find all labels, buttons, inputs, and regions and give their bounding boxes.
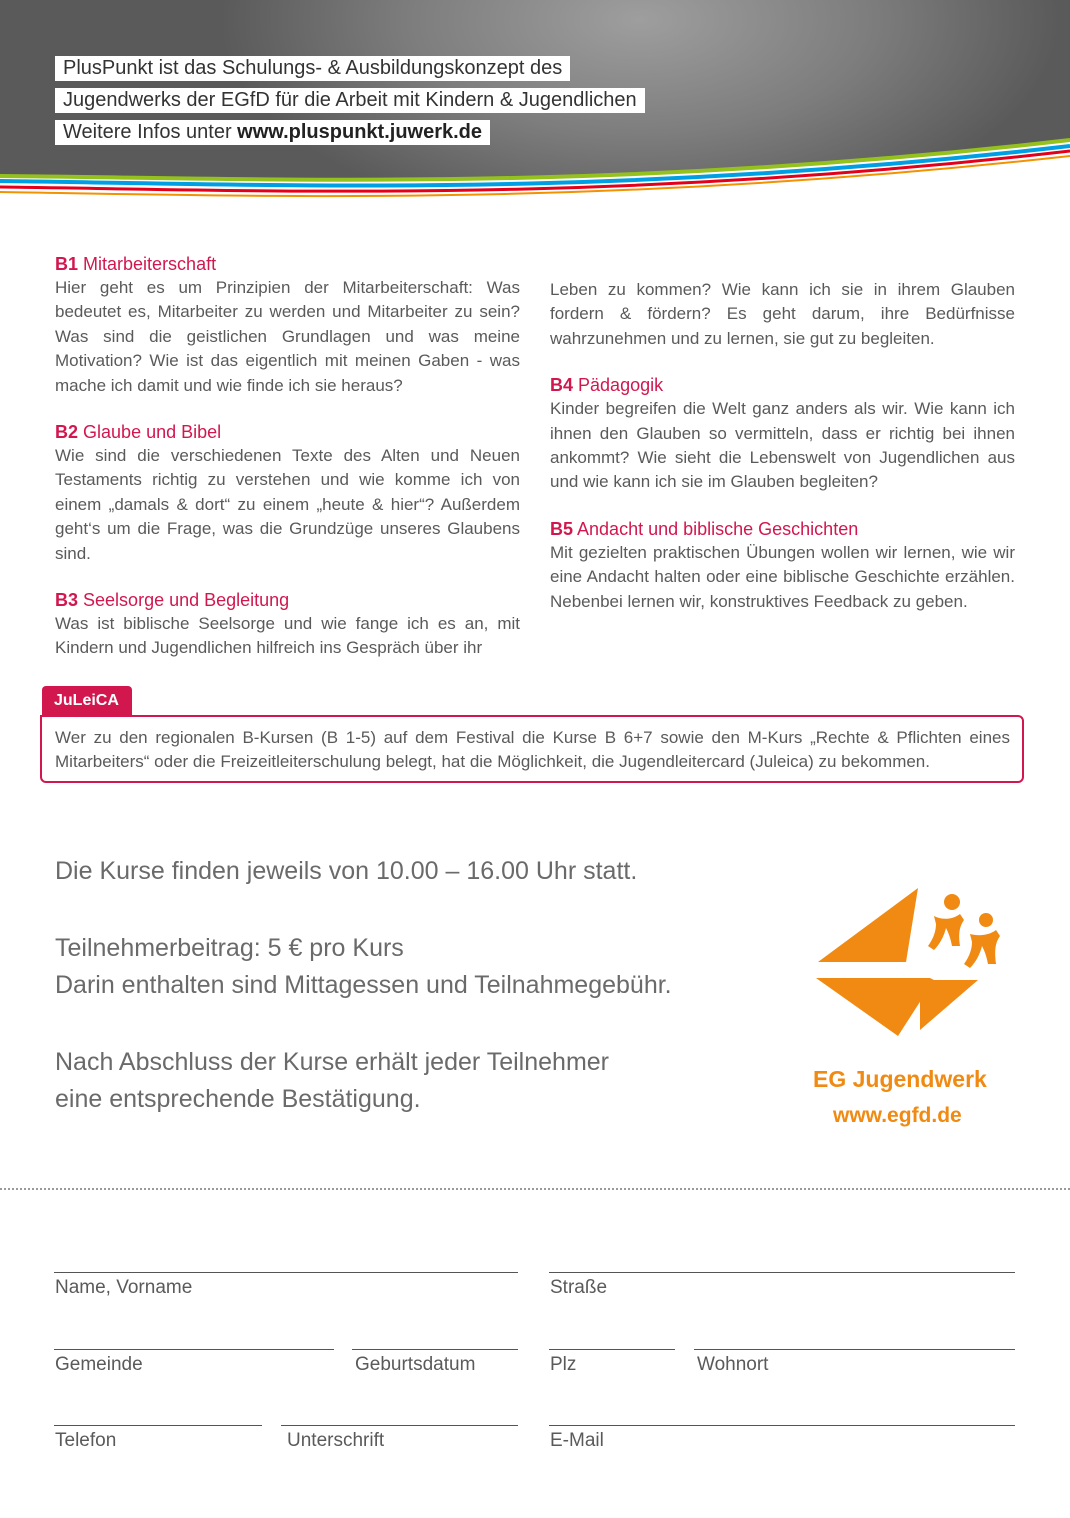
course-b4-code: B4 <box>550 375 574 396</box>
certificate-line-2: eine entsprechende Bestätigung. <box>55 1085 421 1113</box>
course-b5-heading <box>550 517 1015 541</box>
course-b5-title: Andacht und biblische Geschichten <box>577 518 859 539</box>
course-b4-heading <box>550 373 1015 397</box>
phone-label: Telefon <box>55 1430 117 1451</box>
course-b2-code: B2 <box>55 422 79 443</box>
course-times: Die Kurse finden jeweils von 10.00 – 16.00 Uhr statt. <box>55 857 638 885</box>
juleica-tab: JuLeiCA <box>42 686 132 716</box>
parish-input-line[interactable] <box>54 1349 334 1350</box>
cut-line-divider <box>0 1188 1070 1190</box>
birthdate-label: Geburtsdatum <box>355 1354 476 1375</box>
parish-label: Gemeinde <box>55 1354 143 1375</box>
certificate-line-1: Nach Abschluss der Kurse erhält jeder Teilnehmer <box>55 1048 609 1076</box>
juleica-text: Wer zu den regionalen B-Kursen (B 1-5) auf dem Festival die Kurse B 6+7 sowie den M-Kurs „Rechte & Pflichten eines Mitarbeiters“ oder die Freizeitleiterschulung belegt, hat die Möglichkeit, die Jugendleitercard (Juleica) zu bekommen. <box>55 728 1010 771</box>
course-b2-text: Wie sind die verschiedenen Texte des Alten und Neuen Testaments richtig zu verstehen und wie komme ich von einem „damals & dort“ zu einem „heute & hier“? Außerdem geht‘s um die Frage, was die Grundzüge unseres Glaubens sind. <box>55 446 520 563</box>
logo-name: EG Jugendwerk <box>813 1066 987 1092</box>
course-b3-title: Seelsorge und Begleitung <box>83 590 290 611</box>
participation-fee: Teilnehmerbeitrag: 5 € pro Kurs <box>55 934 404 962</box>
fee-included: Darin enthalten sind Mittagessen und Teilnahmegebühr. <box>55 971 672 999</box>
city-label: Wohnort <box>697 1354 769 1375</box>
course-b5-text: Mit gezielten praktischen Übungen wollen wir lernen, wie wir eine Andacht halten oder eine biblische Geschichte erzählen. Nebenbei lernen wir, konstruktives Feedback zu geben. <box>550 542 1015 611</box>
course-b4-text: Kinder begreifen die Welt ganz anders als wir. Wie kann ich ihnen den Glauben so vermitteln, dass er richtig bei ihnen ankommt? Wie sieht die Lebenswelt von Jugendlichen aus und wie kann ich sie im Glauben begleiten? <box>550 399 1015 492</box>
course-b3-code: B3 <box>55 590 79 611</box>
birthdate-input-line[interactable] <box>352 1349 518 1350</box>
course-b1-title: Mitarbeiterschaft <box>83 254 217 274</box>
street-input-line[interactable] <box>549 1272 1015 1273</box>
logo-url[interactable]: www.egfd.de <box>833 1104 962 1127</box>
course-b5-code: B5 <box>550 518 574 539</box>
signature-input-line[interactable] <box>281 1425 518 1426</box>
course-b2-heading <box>55 420 520 444</box>
zip-input-line[interactable] <box>549 1349 675 1350</box>
course-b4-title: Pädagogik <box>578 375 664 396</box>
course-b3-heading <box>55 588 520 612</box>
course-b1-heading <box>55 252 520 276</box>
zip-label: Plz <box>550 1354 577 1375</box>
courses-left-column <box>55 252 520 661</box>
intro-line-1: PlusPunkt ist das Schulungs- & Ausbildungskonzept des <box>55 56 570 81</box>
juleica-info-box <box>40 715 1024 783</box>
intro-line-2: Jugendwerks der EGfD für die Arbeit mit Kindern & Jugendlichen <box>55 88 645 113</box>
course-b3-text: Was ist biblische Seelsorge und wie fange ich es an, mit Kindern und Jugendlichen hilfreich ins Gespräch über ihr <box>55 614 520 658</box>
city-input-line[interactable] <box>694 1349 1015 1350</box>
intro-line-3 <box>55 120 490 145</box>
course-b3-text-continued: Leben zu kommen? Wie kann ich sie in ihrem Glauben fordern & fördern? Es geht darum, ihre Bedürfnisse wahrzunehmen und zu lernen, sie gut zu begleiten. <box>550 280 1015 348</box>
email-input-line[interactable] <box>549 1425 1015 1426</box>
email-label: E-Mail <box>550 1430 604 1451</box>
phone-input-line[interactable] <box>54 1425 262 1426</box>
intro-website-link[interactable]: www.pluspunkt.juwerk.de <box>237 121 483 143</box>
signature-label: Unterschrift <box>287 1430 385 1451</box>
course-b2-title: Glaube und Bibel <box>83 422 222 443</box>
street-label: Straße <box>550 1277 608 1298</box>
name-label: Name, Vorname <box>55 1277 193 1298</box>
intro-line-3-prefix: Weitere Infos unter <box>63 121 238 143</box>
course-b1-code: B1 <box>55 254 79 274</box>
course-b1-text: Hier geht es um Prinzipien der Mitarbeiterschaft: Was bedeutet es, Mitarbeiter zu werden und Mitarbeiter zu sein? Was sind die geistlichen Grundlagen und was meine Motivation? Wie ist das eigentlich mit meinen Gaben - was mache ich damit und wie finde ich sie heraus? <box>55 278 520 395</box>
name-input-line[interactable] <box>54 1272 518 1273</box>
eg-jugendwerk-logo-icon <box>810 880 1010 1040</box>
courses-right-column <box>550 278 1015 614</box>
